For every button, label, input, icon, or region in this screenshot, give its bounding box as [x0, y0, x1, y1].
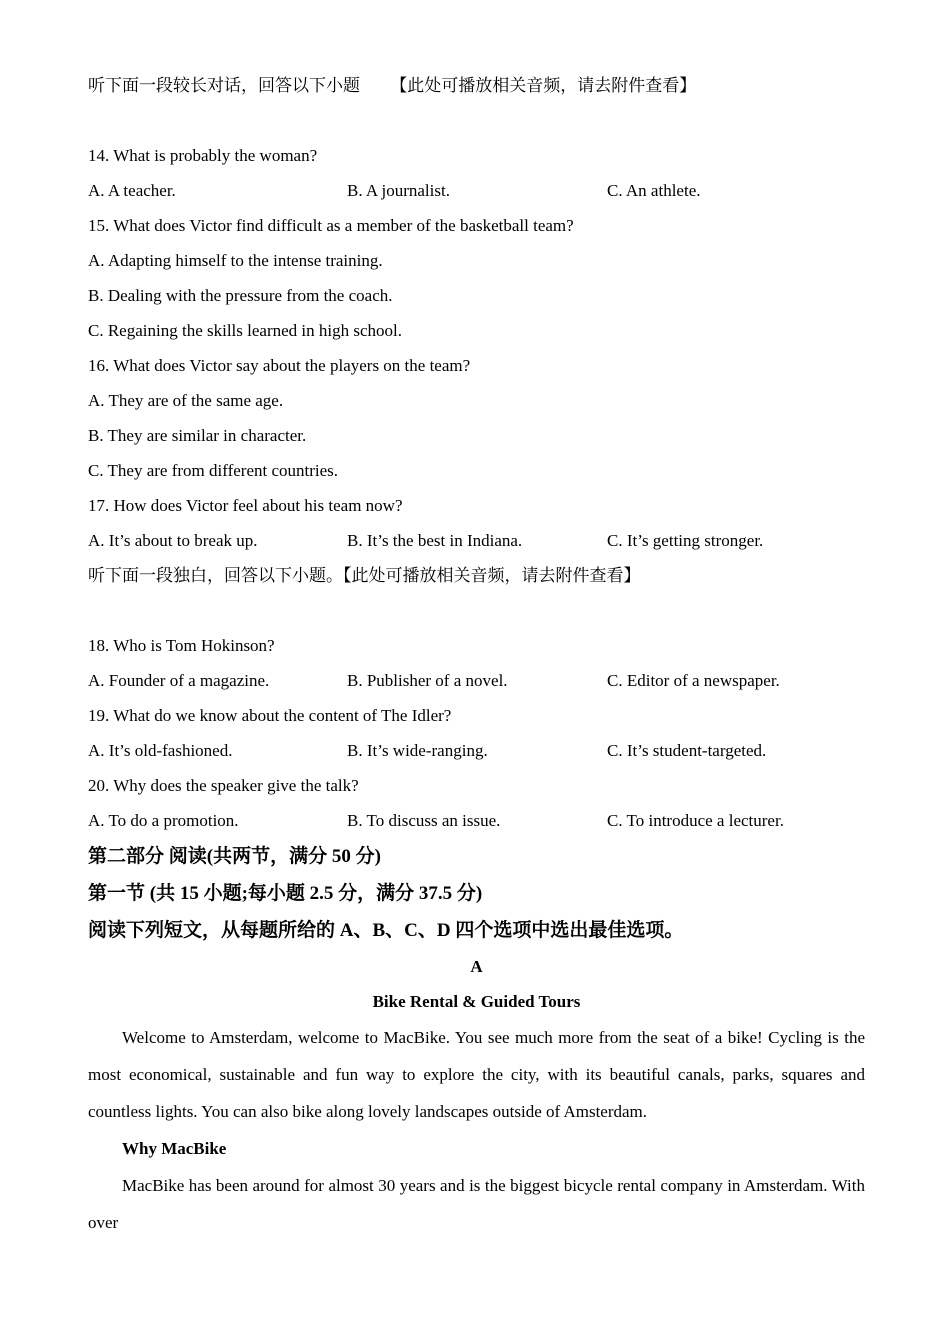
passage-paragraph-2: MacBike has been around for almost 30 years and is the biggest bicycle rental company in Amsterdam. With over: [88, 1176, 865, 1232]
option-c: C. They are from different countries.: [88, 461, 339, 480]
option-a: A. It’s about to break up.: [88, 531, 258, 550]
question-options: [88, 663, 865, 698]
reading-instruction: 阅读下列短文，从每题所给的 A、B、C、D 四个选项中选出最佳选项。: [88, 920, 684, 941]
question-text: 14. What is probably the woman?: [88, 146, 318, 165]
question-text: 17. How does Victor feel about his team now?: [88, 496, 403, 515]
option-a: A. Founder of a magazine.: [88, 671, 270, 690]
question-options: [88, 803, 865, 838]
question-options: [88, 733, 865, 768]
question-text: 18. Who is Tom Hokinson?: [88, 636, 275, 655]
option-b: B. It’s the best in Indiana.: [347, 531, 523, 550]
dialog-note-text: 听下面一段较长对话，回答以下小题: [88, 76, 360, 95]
question-text: 15. What does Victor find difficult as a member of the basketball team?: [88, 216, 574, 235]
question-options: [88, 523, 865, 558]
question-text: 16. What does Victor say about the players on the team?: [88, 356, 471, 375]
passage-title: Bike Rental & Guided Tours: [372, 992, 581, 1011]
spacer: [88, 103, 865, 138]
section1-heading: 第一节 (共 15 小题;每小题 2.5 分，满分 37.5 分): [88, 883, 483, 904]
option-a: A. Adapting himself to the intense training.: [88, 251, 383, 270]
passage-paragraph-1: Welcome to Amsterdam, welcome to MacBike. You see much more from the seat of a bike! Cycling is the most economical, sustainable and fun way to explore the city, with its beautiful canals, parks, squares and countless lights. You can also bike along lovely landscapes outside of Amsterdam.: [88, 1028, 865, 1121]
option-b: B. Publisher of a novel.: [347, 671, 508, 690]
option-b: B. A journalist.: [347, 181, 450, 200]
option-c: C. It’s getting stronger.: [607, 531, 764, 550]
question-text: 20. Why does the speaker give the talk?: [88, 776, 359, 795]
option-b: B. Dealing with the pressure from the coach.: [88, 286, 393, 305]
option-c: C. Regaining the skills learned in high school.: [88, 321, 402, 340]
option-b: B. To discuss an issue.: [347, 811, 501, 830]
question-text: 19. What do we know about the content of The Idler?: [88, 706, 452, 725]
spacer: [88, 593, 865, 628]
question-15: [88, 208, 865, 348]
option-a: A. To do a promotion.: [88, 811, 239, 830]
option-a: A. They are of the same age.: [88, 391, 284, 410]
option-c: C. It’s student-targeted.: [607, 741, 767, 760]
question-14: [88, 138, 865, 208]
dialog-audio-note: [88, 68, 865, 103]
question-17: [88, 488, 865, 558]
question-16: [88, 348, 865, 488]
question-20: [88, 768, 865, 838]
part2-heading: 第二部分 阅读(共两节，满分 50 分): [88, 846, 381, 867]
option-b: B. They are similar in character.: [88, 426, 307, 445]
passage-subheading: Why MacBike: [122, 1139, 227, 1158]
passage-label: A: [470, 957, 483, 976]
question-options: [88, 173, 865, 208]
option-c: C. To introduce a lecturer.: [607, 811, 784, 830]
option-c: C. An athlete.: [607, 181, 701, 200]
question-18: [88, 628, 865, 698]
option-a: A. It’s old-fashioned.: [88, 741, 233, 760]
dialog-note-audio: 【此处可播放相关音频，请去附件查看】: [390, 76, 697, 95]
question-19: [88, 698, 865, 768]
option-a: A. A teacher.: [88, 181, 176, 200]
monologue-audio-note: 听下面一段独白，回答以下小题。【此处可播放相关音频，请去附件查看】: [88, 566, 641, 585]
option-c: C. Editor of a newspaper.: [607, 671, 780, 690]
option-b: B. It’s wide-ranging.: [347, 741, 488, 760]
